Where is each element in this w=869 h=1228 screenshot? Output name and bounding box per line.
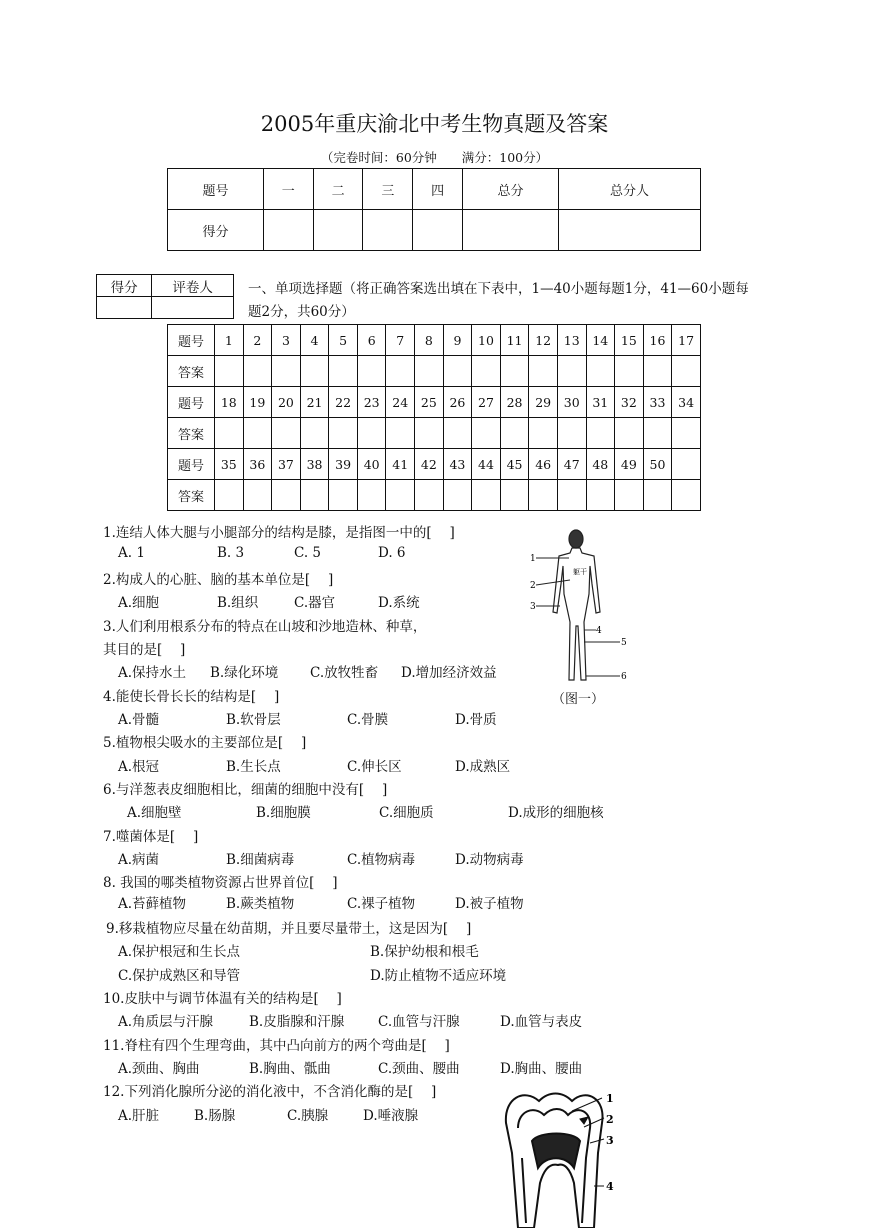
- option[interactable]: B.细胞膜: [256, 805, 311, 821]
- answer-cell[interactable]: [272, 418, 301, 449]
- question-8: 8. 我国的哪类植物资源占世界首位[ ]: [103, 875, 338, 891]
- question-number-cell: 41: [386, 449, 415, 480]
- answer-cell[interactable]: [472, 418, 501, 449]
- option[interactable]: D.成形的细胞核: [508, 805, 604, 821]
- answer-cell[interactable]: [300, 418, 329, 449]
- score-table-row: [168, 210, 701, 251]
- score-table-header: [168, 169, 701, 210]
- option[interactable]: C.保护成熟区和导管: [118, 968, 241, 984]
- score-header-cell: 二: [313, 169, 363, 210]
- question-number-cell: 25: [415, 387, 444, 418]
- answer-cell[interactable]: [672, 418, 701, 449]
- score-header-cell: 四: [413, 169, 463, 210]
- option[interactable]: C.骨膜: [347, 712, 389, 728]
- score-cell[interactable]: [263, 210, 313, 251]
- option[interactable]: C.器官: [294, 595, 336, 611]
- question-9: 9.移栽植物应尽量在幼苗期，并且要尽量带土，这是因为[ ]: [106, 921, 472, 937]
- page-title: 2005年重庆渝北中考生物真题及答案: [260, 112, 609, 136]
- answer-cell[interactable]: [329, 418, 358, 449]
- question-number-cell: 1: [215, 325, 244, 356]
- answer-cell[interactable]: [443, 418, 472, 449]
- question-number-cell: 17: [672, 325, 701, 356]
- answer-cell[interactable]: [300, 480, 329, 511]
- figure2-label: 2: [606, 1113, 614, 1126]
- grid-row-label: 答案: [168, 356, 215, 387]
- option[interactable]: A.根冠: [118, 759, 160, 775]
- question-number-cell: 29: [529, 387, 558, 418]
- answer-cell[interactable]: [500, 480, 529, 511]
- tooth-figure: [494, 1083, 629, 1228]
- figure2-label: 3: [606, 1134, 614, 1147]
- answer-grid-number-row: [168, 325, 701, 356]
- question-number-cell: 19: [243, 387, 272, 418]
- question-number-cell: 24: [386, 387, 415, 418]
- option[interactable]: B.细菌病毒: [226, 852, 295, 868]
- answer-cell[interactable]: [615, 418, 644, 449]
- question-number-cell: 46: [529, 449, 558, 480]
- answer-cell[interactable]: [415, 418, 444, 449]
- question-6: 6.与洋葱表皮细胞相比，细菌的细胞中没有[ ]: [103, 782, 388, 798]
- score-row-label: 得分: [168, 210, 264, 251]
- section-heading-line1: 一、单项选择题（将正确答案选出填在下表中，1—40小题每题1分，41—60小题每: [248, 281, 749, 297]
- option[interactable]: A.保护根冠和生长点: [118, 944, 241, 960]
- exam-info: （完卷时间：60分钟 满分：100分）: [320, 150, 549, 165]
- question-number-cell: 8: [415, 325, 444, 356]
- question-number-cell: 3: [272, 325, 301, 356]
- option[interactable]: C.细胞质: [379, 805, 434, 821]
- option[interactable]: B. 3: [217, 545, 245, 561]
- answer-grid-number-row: [168, 387, 701, 418]
- option[interactable]: D.防止植物不适应环境: [370, 968, 507, 984]
- grid-row-label: 题号: [168, 325, 215, 356]
- option[interactable]: A.肝脏: [118, 1108, 160, 1124]
- answer-grid-number-row: [168, 449, 701, 480]
- option[interactable]: A.颈曲、胸曲: [118, 1061, 200, 1077]
- answer-cell[interactable]: [500, 356, 529, 387]
- answer-cell[interactable]: [215, 356, 244, 387]
- score-cell[interactable]: [363, 210, 413, 251]
- score-cell[interactable]: [313, 210, 363, 251]
- grid-row-label: 答案: [168, 418, 215, 449]
- answer-cell[interactable]: [615, 480, 644, 511]
- answer-cell[interactable]: [272, 356, 301, 387]
- answer-cell[interactable]: [357, 480, 386, 511]
- option[interactable]: D.唾液腺: [363, 1108, 419, 1124]
- answer-cell[interactable]: [272, 480, 301, 511]
- answer-cell[interactable]: [243, 480, 272, 511]
- answer-cell[interactable]: [615, 356, 644, 387]
- answer-cell[interactable]: [529, 356, 558, 387]
- question-number-cell: [672, 449, 701, 480]
- score-cell[interactable]: [558, 210, 700, 251]
- question-number-cell: 30: [557, 387, 586, 418]
- question-7: 7.噬菌体是[ ]: [103, 829, 199, 845]
- option[interactable]: D.胸曲、腰曲: [500, 1061, 583, 1077]
- option[interactable]: B.蕨类植物: [226, 896, 295, 912]
- grader-box: [96, 274, 234, 319]
- question-number-cell: 21: [300, 387, 329, 418]
- score-header-cell: 一: [263, 169, 313, 210]
- question-number-cell: 11: [500, 325, 529, 356]
- answer-grid: [167, 324, 701, 511]
- answer-cell[interactable]: [586, 356, 615, 387]
- question-number-cell: 4: [300, 325, 329, 356]
- figure1-caption: （图一）: [552, 692, 605, 707]
- question-number-cell: 15: [615, 325, 644, 356]
- option[interactable]: D.骨质: [455, 712, 497, 728]
- option[interactable]: A.骨髓: [118, 712, 160, 728]
- question-number-cell: 16: [643, 325, 672, 356]
- answer-grid-answer-row: [168, 356, 701, 387]
- question-number-cell: 10: [472, 325, 501, 356]
- answer-grid-answer-row: [168, 480, 701, 511]
- score-table: [167, 168, 701, 251]
- question-number-cell: 31: [586, 387, 615, 418]
- answer-cell[interactable]: [386, 418, 415, 449]
- question-number-cell: 34: [672, 387, 701, 418]
- question-number-cell: 23: [357, 387, 386, 418]
- option[interactable]: B.生长点: [226, 759, 281, 775]
- score-cell[interactable]: [413, 210, 463, 251]
- section-heading-line2: 题2分，共60分）: [248, 304, 355, 320]
- answer-cell[interactable]: [643, 418, 672, 449]
- option[interactable]: B.组织: [217, 595, 259, 611]
- question-12: 12.下列消化腺所分泌的消化液中，不含消化酶的是[ ]: [103, 1084, 437, 1100]
- question-number-cell: 12: [529, 325, 558, 356]
- question-number-cell: 49: [615, 449, 644, 480]
- question-number-cell: 44: [472, 449, 501, 480]
- answer-cell[interactable]: [472, 356, 501, 387]
- answer-cell[interactable]: [215, 418, 244, 449]
- answer-cell[interactable]: [557, 480, 586, 511]
- answer-cell[interactable]: [386, 480, 415, 511]
- option[interactable]: C.放牧牲畜: [310, 665, 379, 681]
- option[interactable]: D.系统: [378, 595, 420, 611]
- answer-cell[interactable]: [586, 480, 615, 511]
- answer-cell[interactable]: [557, 356, 586, 387]
- figure2-label: 1: [606, 1092, 614, 1105]
- question-number-cell: 35: [215, 449, 244, 480]
- figure1-label: 3: [530, 602, 536, 612]
- question-number-cell: 47: [557, 449, 586, 480]
- question-number-cell: 14: [586, 325, 615, 356]
- option[interactable]: C. 5: [294, 545, 322, 561]
- question-2: 2.构成人的心脏、脑的基本单位是[ ]: [103, 572, 334, 588]
- question-number-cell: 9: [443, 325, 472, 356]
- question-3-cont: 其目的是[ ]: [103, 642, 186, 658]
- answer-cell[interactable]: [672, 356, 701, 387]
- answer-cell[interactable]: [386, 356, 415, 387]
- score-cell[interactable]: [462, 210, 558, 251]
- grid-row-label: 题号: [168, 449, 215, 480]
- option[interactable]: B.绿化环境: [210, 665, 279, 681]
- answer-cell[interactable]: [643, 480, 672, 511]
- grader-name-label: 评卷人: [152, 275, 234, 297]
- score-header-cell: 总分人: [558, 169, 700, 210]
- answer-cell[interactable]: [415, 356, 444, 387]
- option[interactable]: A.细胞壁: [127, 805, 182, 821]
- answer-cell[interactable]: [357, 356, 386, 387]
- option[interactable]: B.软骨层: [226, 712, 281, 728]
- question-number-cell: 32: [615, 387, 644, 418]
- question-number-cell: 37: [272, 449, 301, 480]
- option[interactable]: D.成熟区: [455, 759, 511, 775]
- answer-cell[interactable]: [243, 418, 272, 449]
- answer-cell[interactable]: [500, 418, 529, 449]
- answer-cell[interactable]: [215, 480, 244, 511]
- answer-cell[interactable]: [443, 480, 472, 511]
- question-number-cell: 33: [643, 387, 672, 418]
- option[interactable]: C.胰腺: [287, 1108, 329, 1124]
- answer-cell[interactable]: [472, 480, 501, 511]
- question-number-cell: 20: [272, 387, 301, 418]
- answer-cell[interactable]: [329, 480, 358, 511]
- option[interactable]: B.胸曲、骶曲: [249, 1061, 331, 1077]
- option[interactable]: D.被子植物: [455, 896, 524, 912]
- option[interactable]: B.保护幼根和根毛: [370, 944, 479, 960]
- score-header-cell: 总分: [462, 169, 558, 210]
- grader-score-cell[interactable]: [97, 297, 152, 319]
- question-number-cell: 40: [357, 449, 386, 480]
- question-10: 10.皮肤中与调节体温有关的结构是[ ]: [103, 991, 342, 1007]
- option[interactable]: B.皮脂腺和汗腺: [249, 1014, 345, 1030]
- answer-cell[interactable]: [586, 418, 615, 449]
- option[interactable]: D. 6: [378, 545, 406, 561]
- question-number-cell: 38: [300, 449, 329, 480]
- answer-cell[interactable]: [243, 356, 272, 387]
- figure1-label: 1: [530, 554, 536, 564]
- answer-cell[interactable]: [529, 418, 558, 449]
- human-body-figure: [522, 522, 642, 687]
- question-number-cell: 5: [329, 325, 358, 356]
- grader-score-label: 得分: [97, 275, 152, 297]
- answer-cell[interactable]: [443, 356, 472, 387]
- answer-cell[interactable]: [672, 480, 701, 511]
- question-number-cell: 18: [215, 387, 244, 418]
- figure1-label: 2: [530, 581, 536, 591]
- grid-row-label: 答案: [168, 480, 215, 511]
- figure1-label: 5: [621, 638, 627, 648]
- answer-cell[interactable]: [300, 356, 329, 387]
- figure1-torso-label: 躯干: [573, 568, 587, 576]
- section-heading: [248, 278, 768, 324]
- grader-name-cell[interactable]: [152, 297, 234, 319]
- option[interactable]: C.植物病毒: [347, 852, 416, 868]
- option[interactable]: A. 1: [118, 545, 145, 561]
- answer-cell[interactable]: [415, 480, 444, 511]
- question-number-cell: 26: [443, 387, 472, 418]
- question-3: 3.人们利用根系分布的特点在山坡和沙地造林、种草，: [103, 619, 427, 635]
- option[interactable]: C.血管与汗腺: [378, 1014, 460, 1030]
- option[interactable]: D.增加经济效益: [401, 665, 497, 681]
- figure1-label: 6: [621, 672, 627, 682]
- score-header-cell: 三: [363, 169, 413, 210]
- question-number-cell: 50: [643, 449, 672, 480]
- question-number-cell: 2: [243, 325, 272, 356]
- question-number-cell: 36: [243, 449, 272, 480]
- option[interactable]: B.肠腺: [194, 1108, 236, 1124]
- option[interactable]: D.动物病毒: [455, 852, 524, 868]
- answer-cell[interactable]: [329, 356, 358, 387]
- question-1: 1.连结人体大腿与小腿部分的结构是膝，是指图一中的[ ]: [103, 525, 455, 541]
- question-number-cell: 42: [415, 449, 444, 480]
- option[interactable]: C.颈曲、腰曲: [378, 1061, 460, 1077]
- question-number-cell: 13: [557, 325, 586, 356]
- answer-grid-answer-row: [168, 418, 701, 449]
- answer-cell[interactable]: [357, 418, 386, 449]
- answer-cell[interactable]: [643, 356, 672, 387]
- question-number-cell: 7: [386, 325, 415, 356]
- question-number-cell: 27: [472, 387, 501, 418]
- option[interactable]: A.保持水土: [118, 665, 187, 681]
- question-11: 11.脊柱有四个生理弯曲，其中凸向前方的两个弯曲是[ ]: [103, 1038, 450, 1054]
- score-header-cell: 题号: [168, 169, 264, 210]
- answer-cell[interactable]: [557, 418, 586, 449]
- question-number-cell: 39: [329, 449, 358, 480]
- option[interactable]: A.苔藓植物: [118, 896, 187, 912]
- question-number-cell: 22: [329, 387, 358, 418]
- question-number-cell: 45: [500, 449, 529, 480]
- question-number-cell: 43: [443, 449, 472, 480]
- figure1-label: 4: [596, 626, 602, 636]
- answer-cell[interactable]: [529, 480, 558, 511]
- question-number-cell: 28: [500, 387, 529, 418]
- grid-row-label: 题号: [168, 387, 215, 418]
- question-5: 5.植物根尖吸水的主要部位是[ ]: [103, 735, 307, 751]
- option[interactable]: A.病菌: [118, 852, 160, 868]
- option[interactable]: C.裸子植物: [347, 896, 416, 912]
- option[interactable]: D.血管与表皮: [500, 1014, 583, 1030]
- option[interactable]: A.角质层与汗腺: [118, 1014, 214, 1030]
- option[interactable]: C.伸长区: [347, 759, 402, 775]
- question-4: 4.能使长骨长长的结构是[ ]: [103, 689, 280, 705]
- question-number-cell: 48: [586, 449, 615, 480]
- question-number-cell: 6: [357, 325, 386, 356]
- option[interactable]: A.细胞: [118, 595, 160, 611]
- figure2-label: 4: [606, 1180, 614, 1193]
